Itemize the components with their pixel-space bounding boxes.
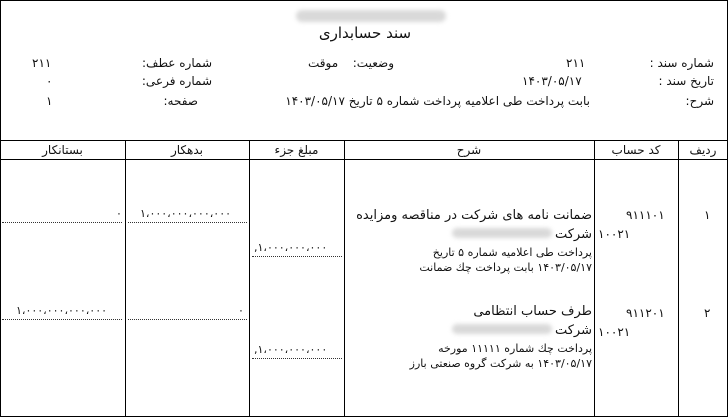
sub-number-value: ۰ [46, 74, 53, 88]
col-partial-amount: مبلغ جزء [249, 140, 344, 160]
ref-number-label: شماره عطف: [141, 56, 212, 70]
col-debit: بدهکار [125, 140, 249, 160]
row-desc-line: پرداخت چك شماره ۱۱۱۱۱ مورخه [438, 342, 592, 355]
partial-amount-leader [252, 256, 342, 257]
row-desc-company: شرکت [554, 323, 592, 338]
partial-amount: ,۱،۰۰۰،۰۰۰،۰۰۰ [254, 343, 328, 356]
col-account-code: کد حساب [594, 140, 678, 160]
doc-date-value: ۱۴۰۳/۰۵/۱۷ [522, 74, 582, 88]
redacted-company-name [296, 10, 446, 22]
doc-date-label: تاریخ سند : [658, 74, 714, 88]
col-description: شرح [344, 140, 594, 160]
account-sub-code: ۱۰۰۲۱ [598, 325, 631, 339]
row-desc-line: ۱۴۰۳/۰۵/۱۷ بابت پرداخت چك ضمانت [419, 261, 592, 274]
debit-amount: ۰ [238, 304, 244, 317]
doc-number-value: ۲۱۱ [566, 56, 586, 70]
col-divider [125, 140, 126, 416]
debit-leader [128, 319, 247, 320]
partial-amount: ,۱،۰۰۰،۰۰۰،۰۰۰ [254, 241, 328, 254]
credit-amount: ۱،۰۰۰،۰۰۰،۰۰۰،۰۰۰ [16, 304, 108, 317]
col-divider [344, 140, 345, 416]
page-label: صفحه: [163, 94, 198, 108]
status-label: وضعیت: [352, 56, 394, 70]
description-label: شرح: [685, 94, 714, 108]
col-divider [678, 140, 679, 416]
row-desc-title: ضمانت نامه های شرکت در مناقصه ومزایده [356, 208, 592, 223]
sub-number-label: شماره فرعی: [141, 74, 212, 88]
status-value: موقت [308, 56, 339, 70]
table-row-number: ۲ [704, 306, 711, 320]
ref-number-value: ۲۱۱ [32, 56, 52, 70]
account-code: ۹۱۱۱۰۱ [626, 208, 665, 222]
row-desc-line: ۱۴۰۳/۰۵/۱۷ به شرکت گروه صنعتی بارز [409, 357, 592, 370]
col-credit: بستانکار [0, 140, 125, 160]
account-code: ۹۱۱۲۰۱ [626, 306, 665, 320]
table-row-number: ۱ [704, 208, 711, 222]
partial-amount-leader [252, 358, 342, 359]
description-value: بابت پرداخت طی اعلامیه پرداخت شماره ۵ تاریخ ۱۴۰۳/۰۵/۱۷ [285, 94, 590, 108]
doc-number-label: شماره سند : [649, 56, 714, 70]
col-row: ردیف [678, 140, 728, 160]
row-desc-line: پرداخت طی اعلامیه شماره ۵ تاریخ [432, 246, 592, 259]
row-desc-title: طرف حساب انتظامی [473, 304, 592, 319]
credit-amount: ۰ [116, 207, 122, 220]
redacted-company [452, 324, 552, 334]
debit-leader [128, 222, 247, 223]
page-value: ۱ [46, 94, 53, 108]
credit-leader [2, 222, 122, 223]
account-sub-code: ۱۰۰۲۱ [598, 227, 631, 241]
debit-amount: ۱،۰۰۰،۰۰۰،۰۰۰،۰۰۰ [140, 207, 232, 220]
col-divider [249, 140, 250, 416]
redacted-company [452, 228, 552, 238]
document-title: سند حسابداری [318, 24, 412, 42]
col-divider [594, 140, 595, 416]
row-desc-company: شرکت [554, 227, 592, 242]
credit-leader [2, 319, 122, 320]
